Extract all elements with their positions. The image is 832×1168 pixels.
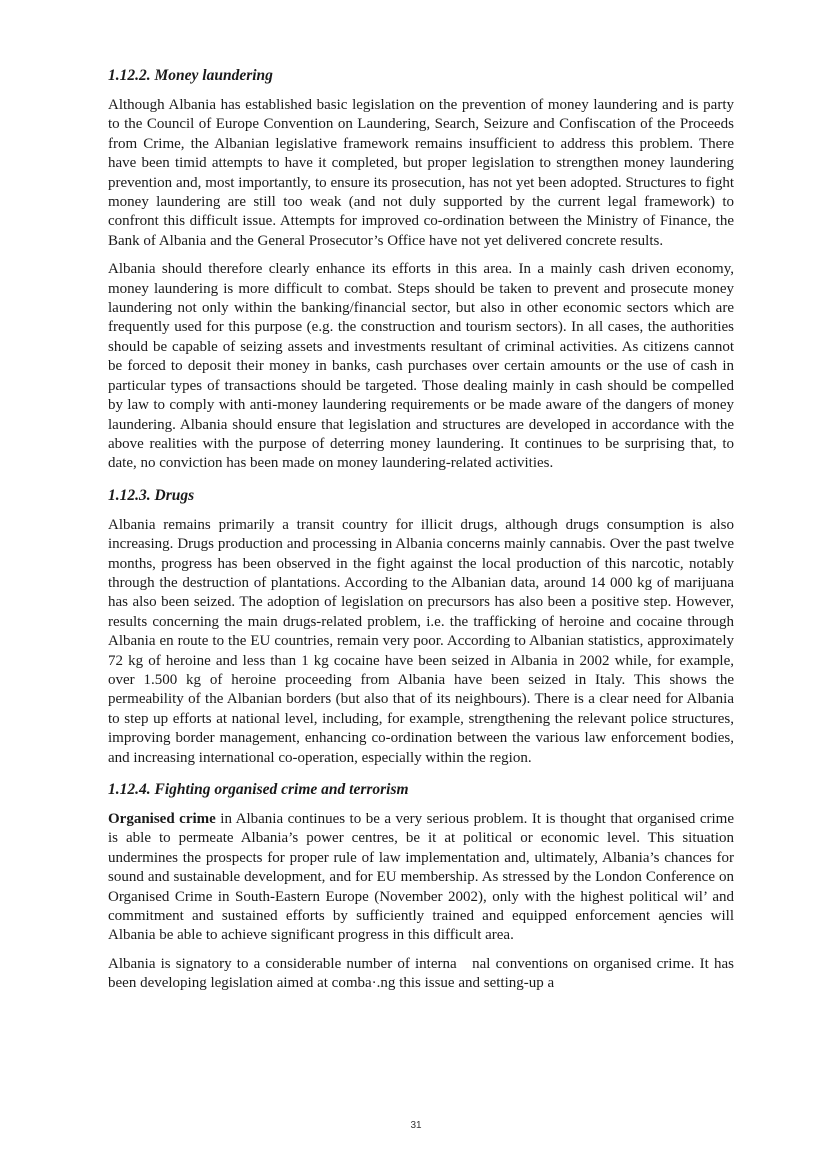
organised-crime-lead: Organised crime <box>108 811 216 827</box>
paragraph-drugs-1: Albania remains primarily a transit country for illicit drugs, although drugs consumption is also increasing. Drugs production and processing in Albania concerns mainly cannabis. Over the past twelve months, progress has been observed in the fight against the local production of this narcotic, notably through the destruction of plantations. According to the Albanian data, around 14 000 kg of marijuana has also been seized. The adoption of legislation on precursors has also been a positive step. However, results concerning the main drugs-related problem, i.e. the trafficking of heroine and cocaine through Albania en route to the EU countries, remain very poor. According to Albanian statistics, approximately 72 kg of heroine and less than 1 kg cocaine have been seized in Albania in 2002 while, for example, over 1.500 kg of heroine proceeding from Albania have been seized in Italy. This shows the permeability of the Albanian borders (but also that of its neighbours). There is a clear need for Albania to step up efforts at national level, including, for example, strengthening the relevant police structures, improving border management, enhancing co-ordination between the various law enforcement bodies, and increasing international co-operation, especially within the region. <box>108 516 734 766</box>
section-heading-organised-crime: 1.12.4. Fighting organised crime and terrorism <box>108 781 409 798</box>
paragraph-money-laundering-1: Although Albania has established basic legislation on the prevention of money laundering and is party to the Council of Europe Convention on Laundering, Search, Seizure and Confiscation of the Proceeds from Crime, the Albanian legislative framework remains insufficient to address this problem. There have been timid attempts to have it completed, but proper legislation to strengthen money laundering prevention and, most importantly, to ensure its prosecution, has not yet been adopted. Structures to fight money laundering are still too weak (and not duly supported by the current legal framework) to confront this difficult issue. Attempts for improved co-ordination between the Ministry of Finance, the Bank of Albania and the General Prosecutor’s Office have not yet delivered concrete results. <box>108 97 734 249</box>
document-page <box>108 66 734 1003</box>
section-heading-money-laundering: 1.12.2. Money laundering <box>108 67 273 84</box>
paragraph-organised-crime-1 <box>108 810 734 946</box>
paragraph-organised-crime-2: Albania is signatory to a considerable number of interna nal conventions on organised crime. It has been developing legislation aimed at comba·.ng this issue and setting-up a <box>108 955 734 992</box>
organised-crime-body: in Albania continues to be a very serious problem. It is thought that organised crime is able to permeate Albania’s power centres, be it at political or economic level. This situation undermines the prospects for proper rule of law implementation and, ultimately, Albania’s chances for sound and sustainable development, and for EU membership. As stressed by the London Conference on Organised Crime in South-Eastern Europe (November 2002), only with the highest political wil’ and commitment and sustained efforts by sufficiently trained and equipped enforcement a̧encies will Albania be able to achieve significant progress in this difficult area. <box>108 811 734 944</box>
section-heading-drugs: 1.12.3. Drugs <box>108 486 195 504</box>
page-number: 31 <box>410 1120 422 1131</box>
paragraph-money-laundering-2: Albania should therefore clearly enhance its efforts in this area. In a mainly cash driven economy, money laundering is more difficult to combat. Steps should be taken to prevent and prosecute money laundering not only within the banking/financial sector, but also in other economic sectors which are frequently used for this purpose (e.g. the construction and tourism sectors). In all cases, the authorities should be capable of seizing assets and investments resultant of criminal activities. As citizens cannot be forced to deposit their money in banks, cash purchases over certain amounts or the use of cash in particular types of transactions should be targeted. Those dealing mainly in cash should be compelled by law to comply with anti-money laundering requirements or be made aware of the dangers of money laundering. Albania should ensure that legislation and structures are developed in accordance with the above realities with the purpose of deterring money laundering. It continues to be surprising that, to date, no conviction has been made on money laundering-related activities. <box>108 261 734 472</box>
